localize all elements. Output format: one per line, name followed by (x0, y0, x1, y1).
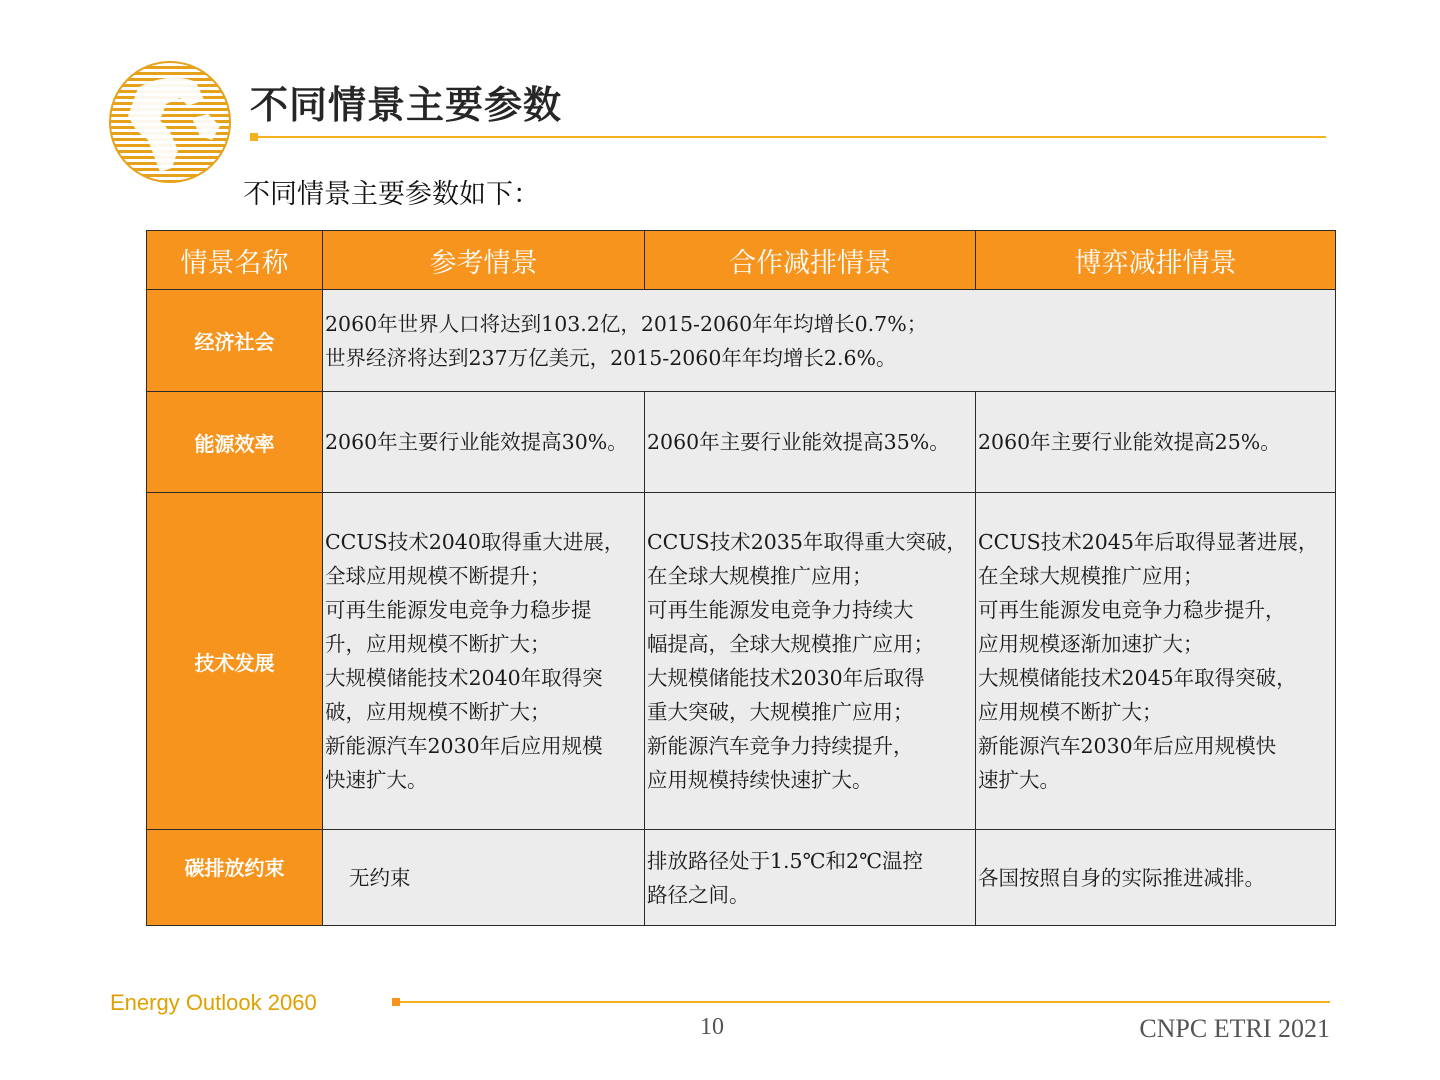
page-title: 不同情景主要参数 (250, 83, 563, 127)
efficiency-reference-cell: 2060年主要行业能效提高30%。 (323, 392, 645, 493)
header-reference-scenario: 参考情景 (323, 231, 645, 290)
row-label-economy: 经济社会 (147, 290, 323, 392)
economy-cell: 2060年世界人口将达到103.2亿，2015-2060年年均增长0.7%； 世界经济将达到237万亿美元，2015-2060年年均增长2.6%。 (323, 290, 1336, 392)
carbon-reference-cell: 无约束 (323, 830, 645, 926)
table-row-economy (147, 290, 1336, 392)
technology-game-cell: CCUS技术2045年后取得显著进展， 在全球大规模推广应用； 可再生能源发电竞争力稳步提升， 应用规模逐渐加速扩大； 大规模储能技术2045年取得突破， 应用规模不断扩大； 新能源汽车2030年后应用规模快 速扩大。 (976, 493, 1336, 830)
globe-icon (108, 60, 232, 184)
table-row-technology (147, 493, 1336, 830)
efficiency-cooperative-cell: 2060年主要行业能效提高35%。 (645, 392, 976, 493)
title-divider-marker (250, 133, 258, 141)
table-row-carbon (147, 830, 1336, 926)
header-game-scenario: 博弈减排情景 (976, 231, 1336, 290)
technology-cooperative-cell: CCUS技术2035年取得重大突破， 在全球大规模推广应用； 可再生能源发电竞争力持续大 幅提高，全球大规模推广应用； 大规模储能技术2030年后取得 重大突破，大规模推广应用； 新能源汽车竞争力持续提升， 应用规模持续快速扩大。 (645, 493, 976, 830)
intro-text: 不同情景主要参数如下： (243, 179, 540, 210)
row-label-efficiency: 能源效率 (147, 392, 323, 493)
header-scenario-name: 情景名称 (147, 231, 323, 290)
footer-divider-marker (392, 998, 400, 1006)
footer-organization: CNPC ETRI 2021 (1139, 1014, 1330, 1043)
scenario-parameters-table (146, 230, 1336, 926)
footer-divider (392, 1001, 1330, 1003)
title-divider (250, 136, 1326, 138)
page-number: 10 (700, 1014, 724, 1040)
carbon-cooperative-cell: 排放路径处于1.5℃和2℃温控 路径之间。 (645, 830, 976, 926)
row-label-technology: 技术发展 (147, 493, 323, 830)
table-header-row (147, 231, 1336, 290)
footer-report-name: Energy Outlook 2060 (110, 990, 317, 1015)
technology-reference-cell: CCUS技术2040取得重大进展， 全球应用规模不断提升； 可再生能源发电竞争力稳步提 升，应用规模不断扩大； 大规模储能技术2040年取得突 破，应用规模不断扩大； 新能源汽车2030年后应用规模 快速扩大。 (323, 493, 645, 830)
carbon-game-cell: 各国按照自身的实际推进减排。 (976, 830, 1336, 926)
row-label-carbon: 碳排放约束 (147, 830, 323, 926)
table-row-efficiency (147, 392, 1336, 493)
efficiency-game-cell: 2060年主要行业能效提高25%。 (976, 392, 1336, 493)
header-cooperative-scenario: 合作减排情景 (645, 231, 976, 290)
